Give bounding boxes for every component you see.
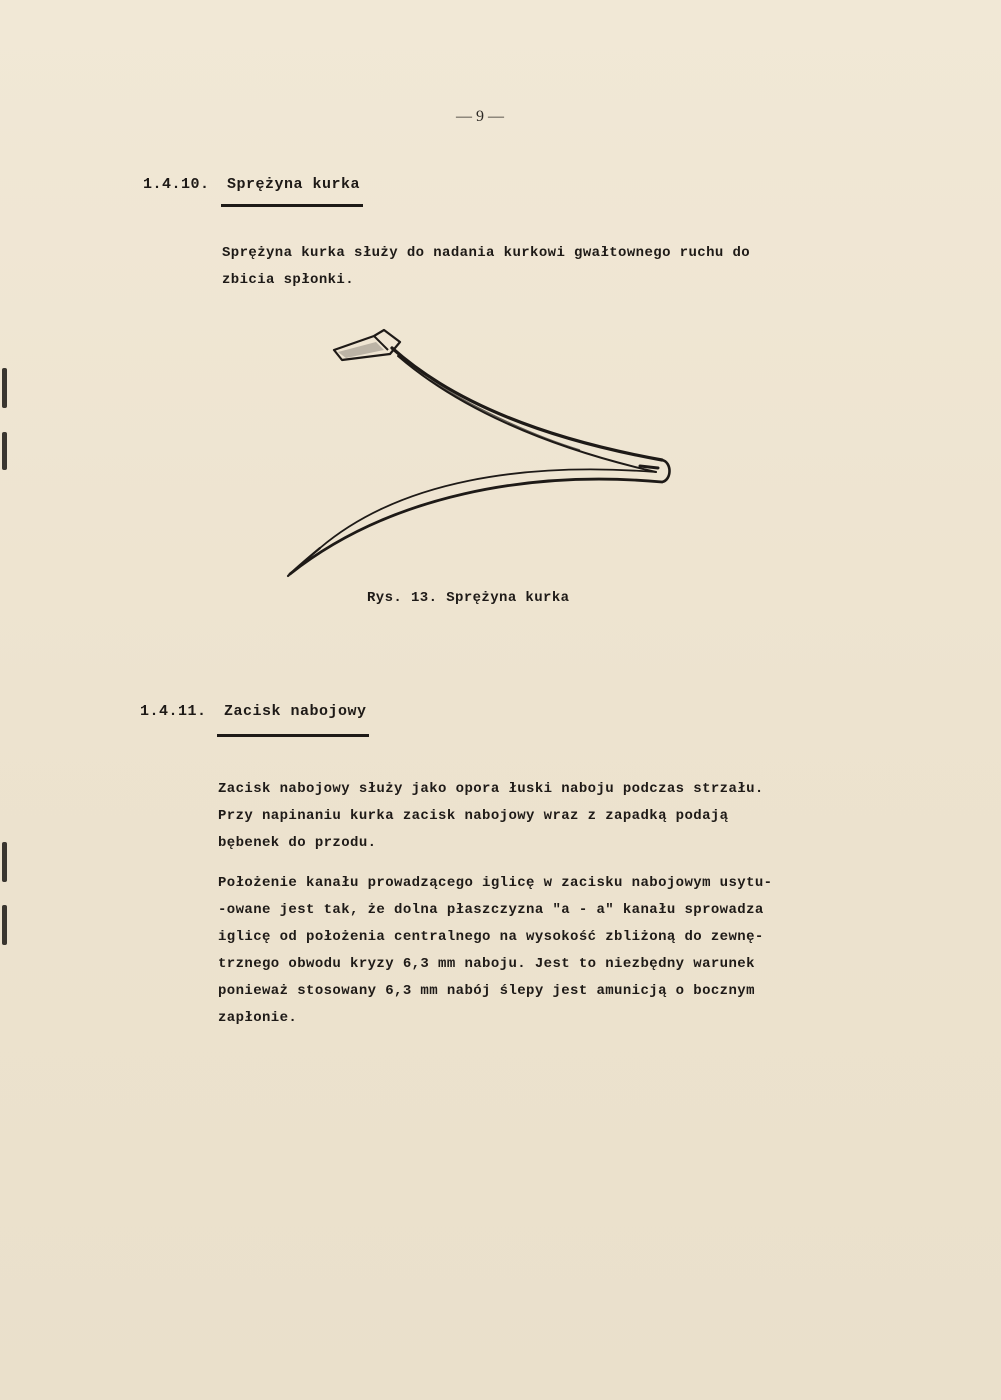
heading-underline	[221, 204, 363, 207]
text-line: Położenie kanału prowadzącego iglicę w zacisku nabojowym usytu-	[218, 875, 773, 891]
paragraph	[218, 776, 764, 857]
text-line: zapłonie.	[218, 1010, 298, 1026]
staple	[2, 368, 7, 408]
staple	[2, 905, 7, 945]
text-line: -owane jest tak, że dolna płaszczyzna "a - a" kanału sprowadza	[218, 902, 764, 918]
section-number: 1.4.11.	[140, 703, 207, 720]
text-line: Przy napinaniu kurka zacisk nabojowy wraz z zapadką podają	[218, 808, 729, 824]
hammer-spring-drawing	[280, 320, 680, 585]
figure-caption: Rys. 13. Sprężyna kurka	[367, 590, 570, 606]
heading-underline	[217, 734, 369, 737]
paragraph	[222, 240, 750, 294]
text-line: Zacisk nabojowy służy jako opora łuski naboju podczas strzału.	[218, 781, 764, 797]
text-line: trznego obwodu kryzy 6,3 mm naboju. Jest to niezbędny warunek	[218, 956, 755, 972]
text-line: zbicia spłonki.	[222, 272, 355, 288]
staple	[2, 842, 7, 882]
text-line: bębenek do przodu.	[218, 835, 377, 851]
binding-edge	[0, 0, 10, 1400]
text-line: ponieważ stosowany 6,3 mm nabój ślepy jest amunicją o bocznym	[218, 983, 755, 999]
text-line: iglicę od położenia centralnego na wysokość zbliżoną do zewnę-	[218, 929, 764, 945]
section-title: Zacisk nabojowy	[224, 703, 367, 720]
text-line: Sprężyna kurka służy do nadania kurkowi gwałtownego ruchu do	[222, 245, 751, 261]
paragraph	[218, 870, 773, 1032]
section-title: Sprężyna kurka	[227, 176, 361, 193]
page-number: — 9 —	[456, 108, 504, 125]
section-heading	[143, 176, 360, 193]
section-heading	[140, 703, 367, 720]
staple	[2, 432, 7, 470]
section-number: 1.4.10.	[143, 176, 210, 193]
